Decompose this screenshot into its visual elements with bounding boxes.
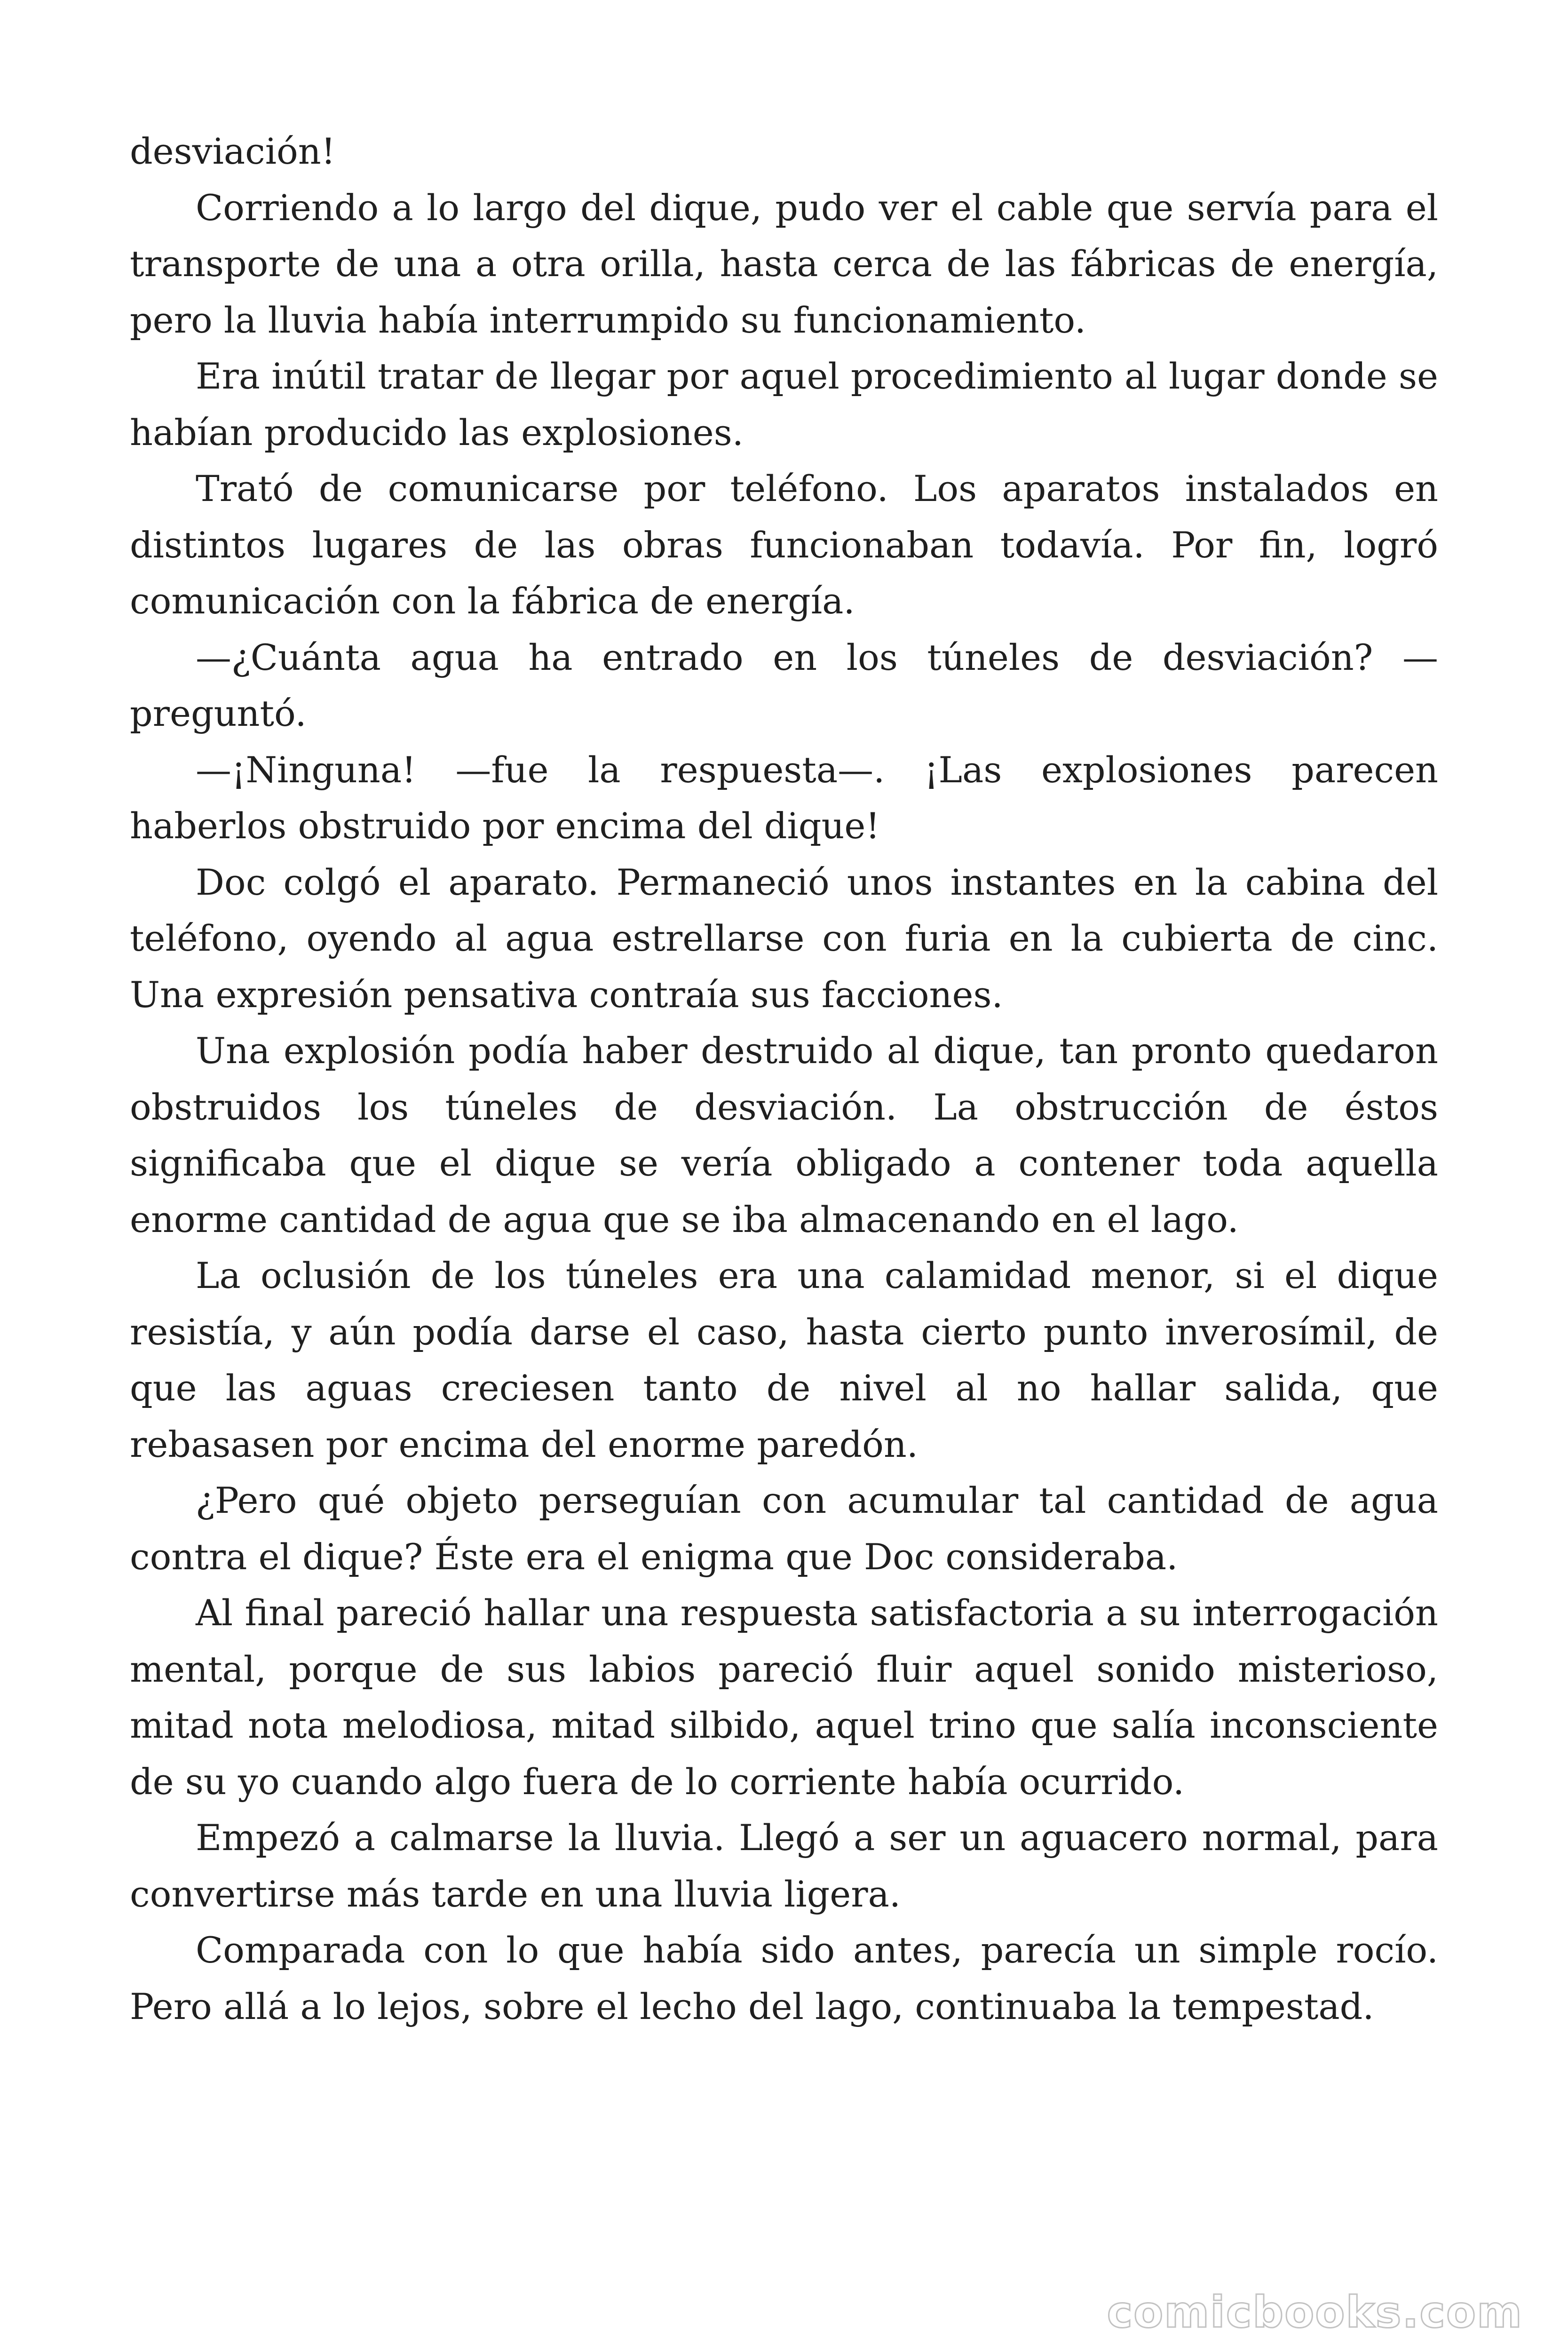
paragraph: Comparada con lo que había sido antes, parecía un simple rocío. Pero allá a lo lejos, sobre el lecho del lago, continuaba la tempestad.: [130, 1929, 1438, 2027]
paragraph-dialogue: —¿Cuánta agua ha entrado en los túneles de desviación? —preguntó.: [130, 636, 1438, 734]
paragraph: Trató de comunicarse por teléfono. Los aparatos instalados en distintos lugares de las obras funcionaban todavía. Por fin, logró comunicación con la fábrica de energía.: [130, 468, 1438, 622]
page-body-text: [130, 123, 1438, 2034]
paragraph-continuation: desviación!: [130, 130, 336, 172]
paragraph: Corriendo a lo largo del dique, pudo ver el cable que servía para el transporte de una a otra orilla, hasta cerca de las fábricas de energía, pero la lluvia había interrumpido su funcionamiento.: [130, 186, 1438, 341]
paragraph: Doc colgó el aparato. Permaneció unos instantes en la cabina del teléfono, oyendo al agua estrellarse con furia en la cubierta de cinc. Una expresión pensativa contraía sus facciones.: [130, 861, 1438, 1016]
paragraph: La oclusión de los túneles era una calamidad menor, si el dique resistía, y aún podía darse el caso, hasta cierto punto inverosímil, de que las aguas creciesen tanto de nivel al no hallar salida, que rebasasen por encima del enorme paredón.: [130, 1255, 1438, 1465]
paragraph: ¿Pero qué objeto perseguían con acumular tal cantidad de agua contra el dique? Éste era el enigma que Doc consideraba.: [130, 1479, 1438, 1578]
paragraph: Una explosión podía haber destruido al dique, tan pronto quedaron obstruidos los túneles de desviación. La obstrucción de éstos significaba que el dique se vería obligado a contener toda aquella enorme cantidad de agua que se iba almacenando en el lago.: [130, 1030, 1438, 1240]
paragraph-dialogue: —¡Ninguna! —fue la respuesta—. ¡Las explosiones parecen haberlos obstruido por encima del dique!: [130, 748, 1438, 847]
paragraph: Era inútil tratar de llegar por aquel procedimiento al lugar donde se habían producido las explosiones.: [130, 355, 1438, 453]
paragraph: Al final pareció hallar una respuesta satisfactoria a su interrogación mental, porque de sus labios pareció fluir aquel sonido misterioso, mitad nota melodiosa, mitad silbido, aquel trino que salía inconsciente de su yo cuando algo fuera de lo corriente había ocurrido.: [130, 1592, 1438, 1803]
watermark-logo: comicbooks.com: [1107, 2287, 1523, 2337]
paragraph: Empezó a calmarse la lluvia. Llegó a ser un aguacero normal, para convertirse más tarde en una lluvia ligera.: [130, 1817, 1438, 1915]
